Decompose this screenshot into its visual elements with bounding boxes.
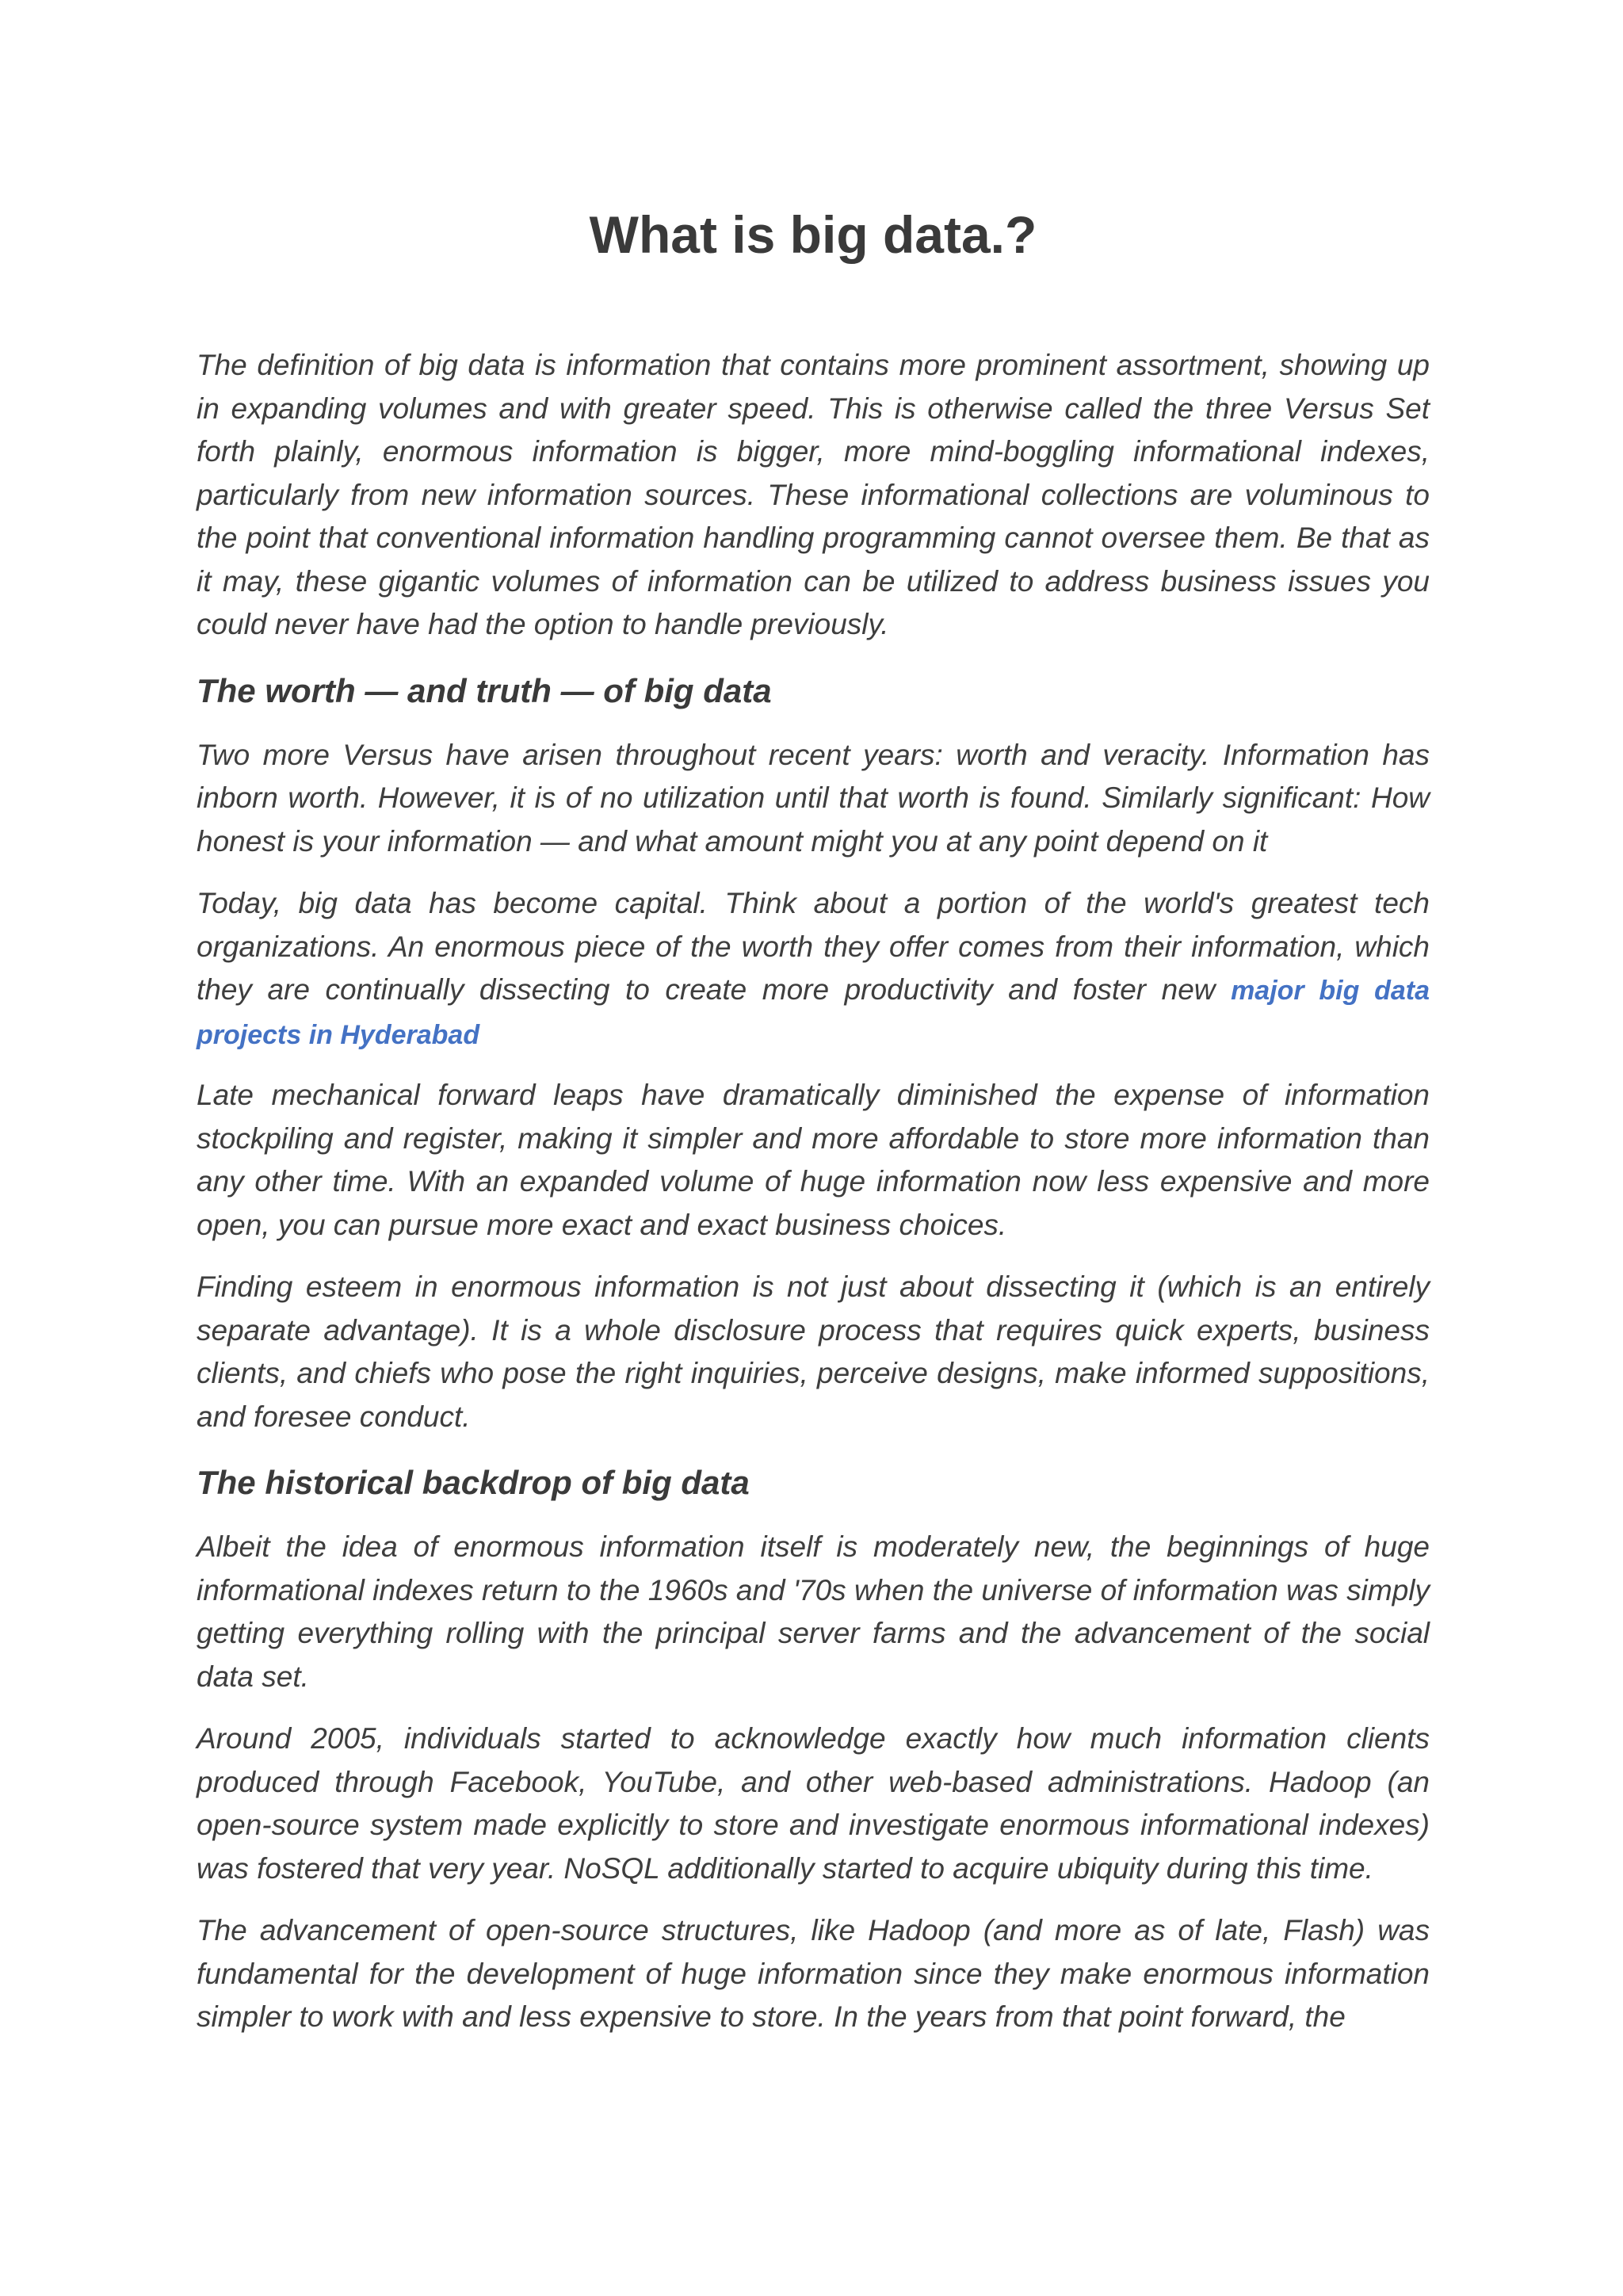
intro-paragraph: The definition of big data is information that contains more prominent assortment, showing up in expanding volumes and with greater speed. This is otherwise called the three Versus Set forth plainly, enormous information is bigger, more mind-boggling informational indexes, particularly from new information sources. These informational collections are voluminous to the point that conventional information handling programming cannot oversee them. Be that as it may, these gigantic volumes of information can be utilized to address business issues you could never have had the option to handle previously. (197, 349, 1430, 640)
worth-paragraph-4: Finding esteem in enormous information is not just about dissecting it (which is an entirely separate advantage). It is a whole disclosure process that requires quick experts, business clients, and chiefs who pose the right inquiries, perceive designs, make informed suppositions, and foresee conduct. (197, 1270, 1430, 1433)
history-paragraph-2: Around 2005, individuals started to acknowledge exactly how much information clients produced through Facebook, YouTube, and other web-based administrations. Hadoop (an open-source system made explicitly to store and investigate enormous informational indexes) was fostered that very year. NoSQL additionally started to acquire ubiquity during this time. (197, 1722, 1430, 1885)
page-title: What is big data.? (589, 205, 1037, 264)
worth-paragraph-2 (197, 882, 1430, 1056)
worth-paragraph-3: Late mechanical forward leaps have dramatically diminished the expense of information stockpiling and register, making it simpler and more affordable to store more information than any other time. With an expanded volume of huge information now less expensive and more open, you can pursue more exact and exact business choices. (197, 1079, 1430, 1241)
history-paragraph-3: The advancement of open-source structures, like Hadoop (and more as of late, Flash) was fundamental for the development of huge information since they make enormous information simpler to work with and less expensive to store. In the years from that point forward, the (197, 1914, 1430, 2033)
section-heading-history: The historical backdrop of big data (197, 1464, 750, 1501)
document-page (197, 0, 1430, 2039)
worth-paragraph-2-text: Today, big data has become capital. Think about a portion of the world's greatest tech organizations. An enormous piece of the worth they offer comes from their information, which they are continually dissecting to create more productivity and foster new (197, 887, 1430, 1006)
history-paragraph-1: Albeit the idea of enormous information itself is moderately new, the beginnings of huge informational indexes return to the 1960s and '70s when the universe of information was simply getting everything rolling with the principal server farms and the advancement of the social data set. (197, 1530, 1430, 1693)
big-data-projects-link[interactable]: major big data projects in Hyderabad (197, 976, 1430, 1050)
worth-paragraph-1: Two more Versus have arisen throughout recent years: worth and veracity. Information has inborn worth. However, it is of no utilization until that worth is found. Similarly significant: How honest is your information — and what amount might you at any point depend on it (197, 738, 1430, 858)
section-heading-worth: The worth — and truth — of big data (197, 671, 772, 709)
